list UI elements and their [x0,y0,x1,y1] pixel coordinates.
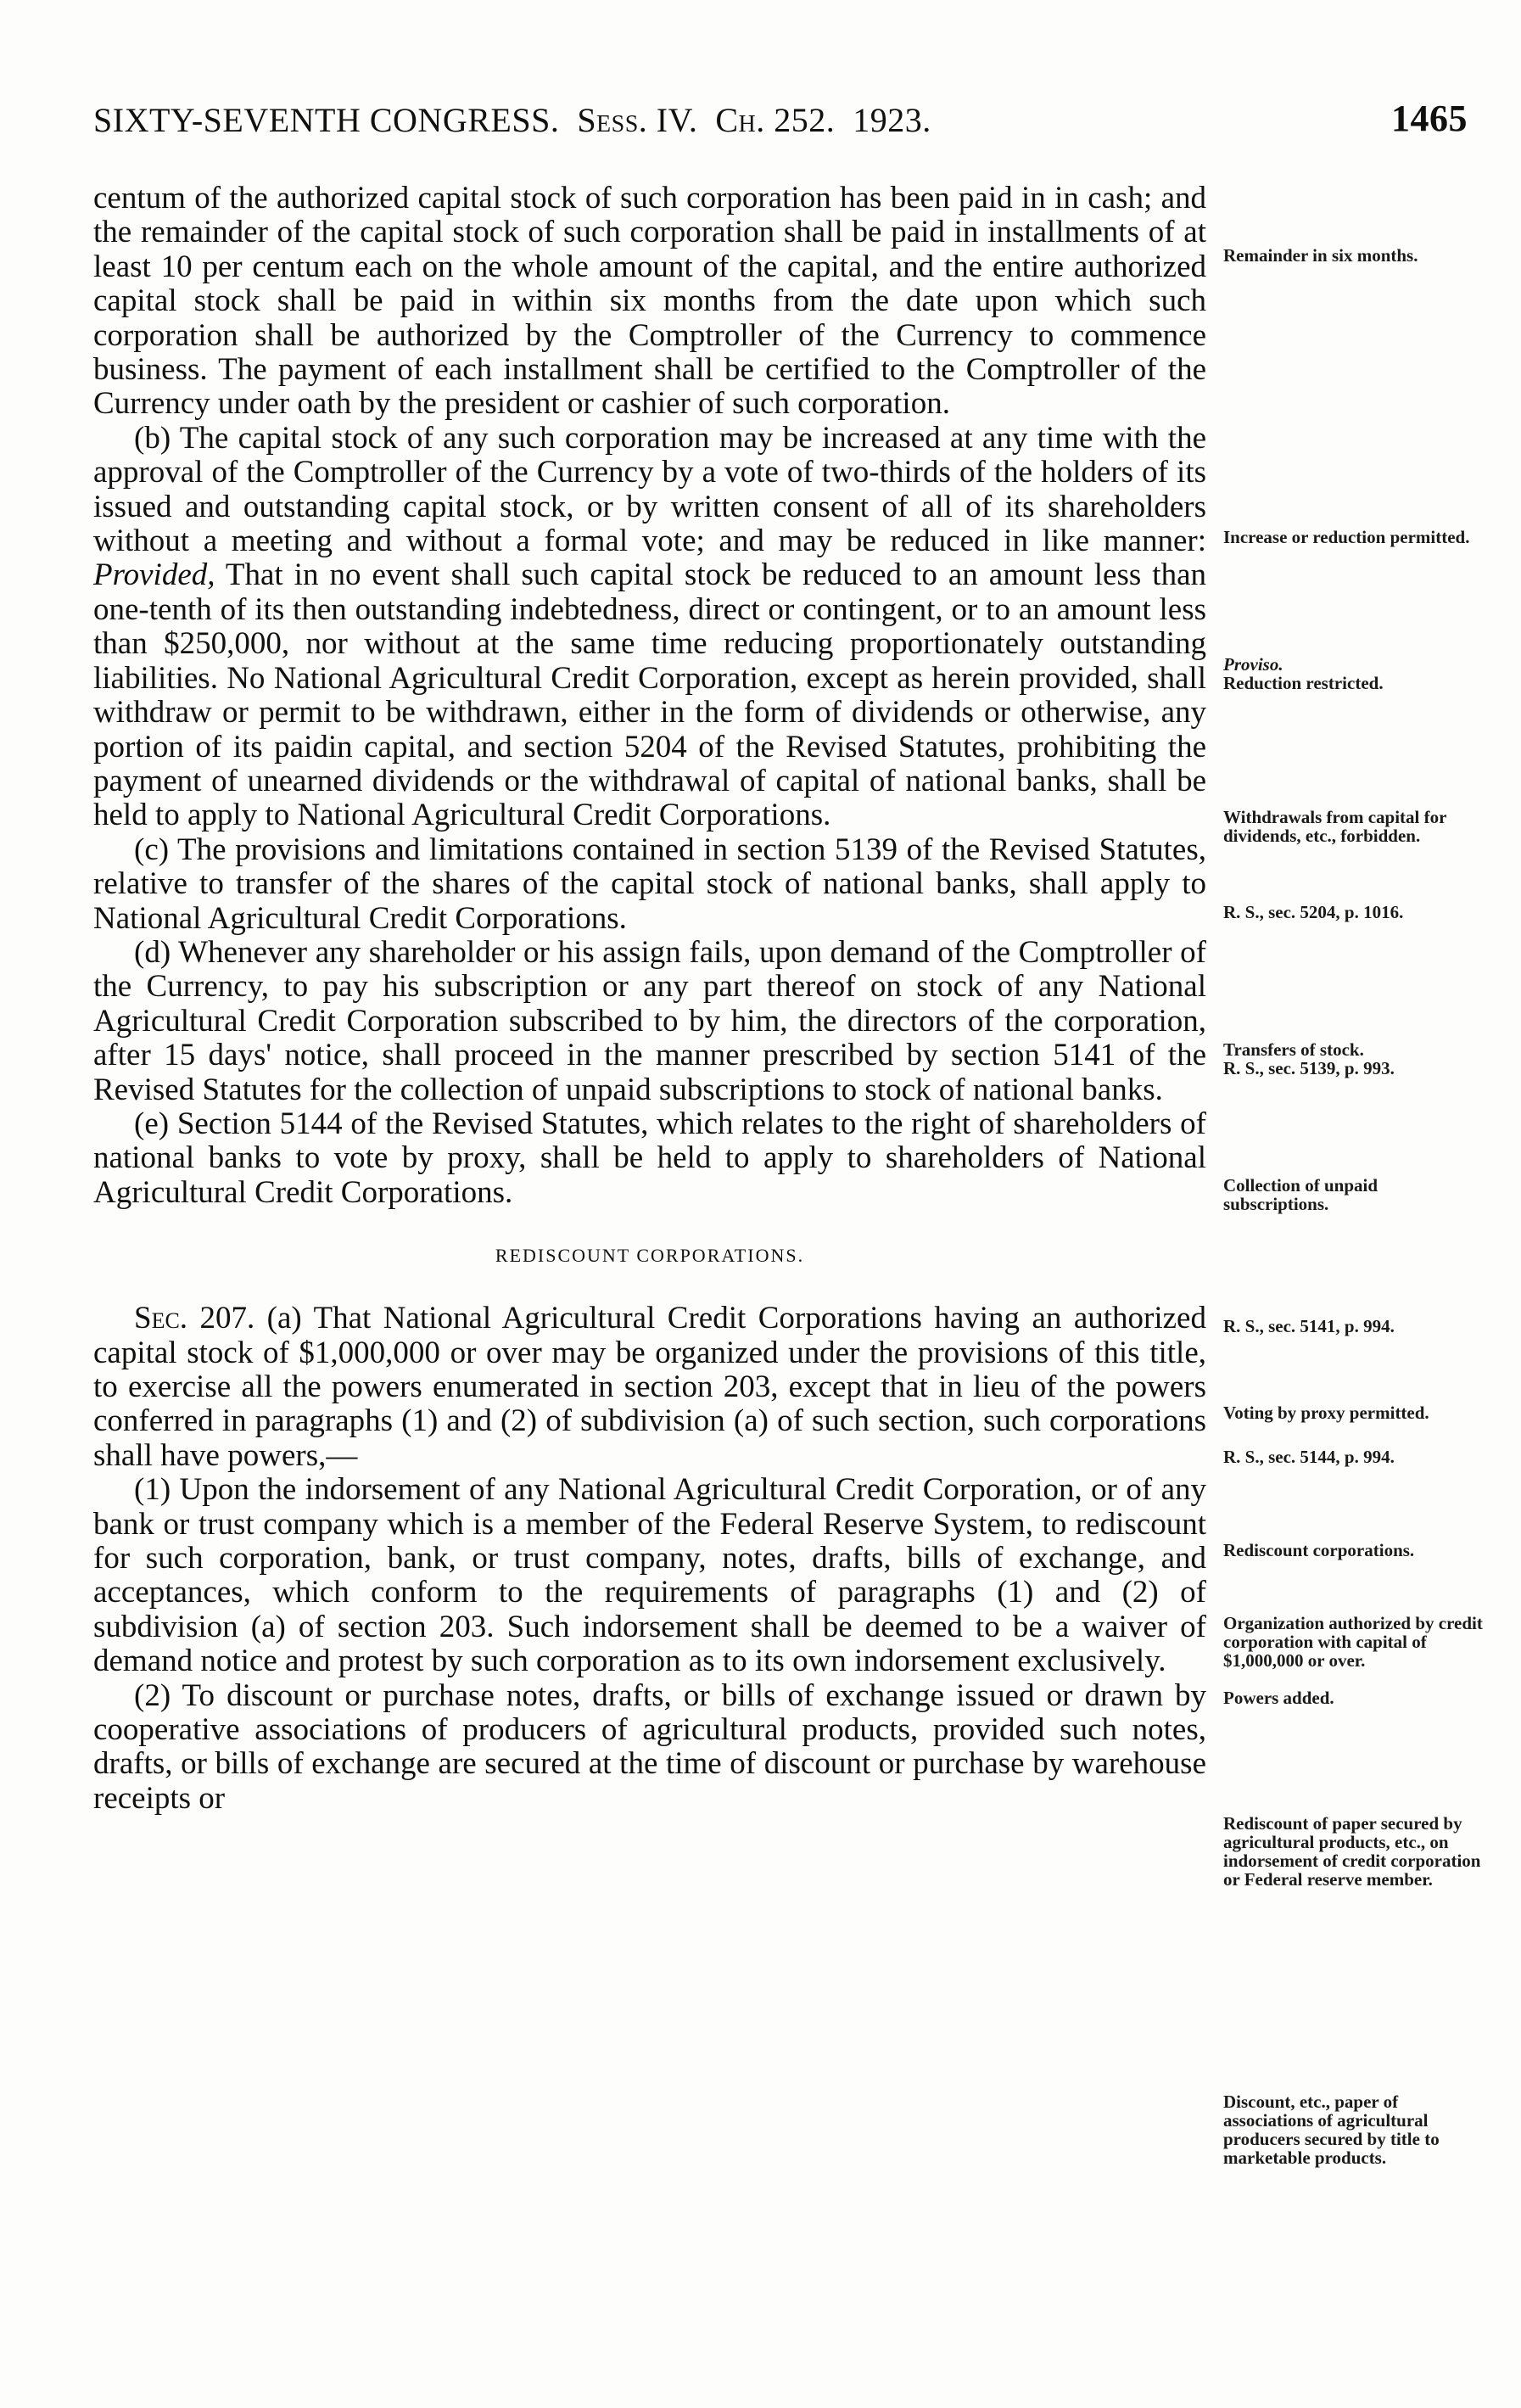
paragraph-sec-207a-text: (a) That National Agricultural Credit Corporations having an authorized capital stock of $1,000,000 or over may be organized under the provisions of this title, to exercise all the powers enumerated in section 203, except that in lieu of the powers conferred in paragraphs (1) and (2) of subdivision (a) of such section, such corporations shall have powers,— [93,1301,1206,1473]
main-text-column [93,182,1206,1816]
margin-note-rediscount-corporations: Rediscount corporations. [1223,1540,1415,1560]
section-label: Sec. 207. [134,1301,255,1336]
session-label: Sess. IV. [577,101,698,139]
paragraph-power-2: (2) To discount or purchase notes, drafts, or bills of exchange issued or drawn by cooperative associations of producers of agricultural products, provided such notes, drafts, or bills of exchange are secured at the time of discount or purchase by warehouse receipts or [93,1677,1206,1816]
paragraph-capital-paid: centum of the authorized capital stock of such corporation has been paid in in cash; and the remainder of the capital stock of such corporation shall be paid in installments of at least 10 per centum each on the whole amount of the capital, and the entire authorized capital stock shall be paid in within six months from the date upon which such corporation shall be authorized by the Comptroller of the Currency to commence business. The payment of each installment shall be certified to the Comptroller of the Currency under oath by the president or cashier of such corporation. [93,181,1206,422]
margin-note-withdrawals: Withdrawals from capital for dividends, etc., forbidden. [1223,807,1447,846]
margin-note-proviso: Proviso. [1223,654,1283,675]
margin-note-increase: Increase or reduction permitted. [1223,527,1470,547]
margin-note-transfers: Transfers of stock. [1223,1039,1364,1060]
margin-note-rs-5144: R. S., sec. 5144, p. 994. [1223,1447,1395,1467]
margin-note-rs-5139: R. S., sec. 5139, p. 993. [1223,1058,1395,1078]
margin-note-remainder: Remainder in six months. [1223,245,1418,266]
paragraph-b-capital-increase [93,422,1206,833]
page-number: 1465 [1391,98,1468,139]
paragraph-d-collection: (d) Whenever any shareholder or his assign fails, upon demand of the Comptroller of the Currency, to pay his subscription or any part thereof on stock of any National Agricultural Credit Corporation subscribed to by him, the directors of the corporation, after 15 days' notice, shall proceed in the manner prescribed by section 5141 of the Revised Statutes for the collection of unpaid subscriptions to stock of national banks. [93,934,1206,1107]
running-header [93,100,1468,151]
margin-note-reduction: Reduction restricted. [1223,673,1384,693]
paragraph-e-proxy: (e) Section 5144 of the Revised Statutes, which relates to the right of shareholders of national banks to vote by proxy, shall be held to apply to shareholders of National Agricultural Credit Corporations. [93,1106,1206,1210]
paragraph-power-1: (1) Upon the indorsement of any National Agricultural Credit Corporation, or of any bank or trust company which is a member of the Federal Reserve System, to rediscount for such corporation, bank, or trust company, notes, drafts, bills of exchange, and acceptances, which conform to the requirements of paragraphs (1) and (2) of subdivision (a) of section 203. Such indorsement shall be deemed to be a waiver of demand notice and protest by such corporation as to its own indorsement exclusively. [93,1472,1206,1679]
paragraph-c-transfers: (c) The provisions and limitations contained in section 5139 of the Revised Statutes, relative to transfer of the shares of the capital stock of national banks, shall apply to National Agricultural Credit Corporations. [93,832,1206,936]
margin-note-rediscount-paper: Rediscount of paper secured by agricultural products, etc., on indorsement of credit corporation or Federal reserve member. [1223,1813,1481,1890]
section-heading: REDISCOUNT CORPORATIONS. [495,1245,805,1267]
margin-note-organization: Organization authorized by credit corporation with capital of $1,000,000 or over. [1223,1613,1483,1671]
paragraph-b-text-start: (b) The capital stock of any such corporation may be increased at any time with the approval of the Comptroller of the Currency by a vote of two-thirds of the holders of its issued and outstanding capital stock, or by written consent of all of its shareholders without a meeting and without a formal vote; and may be reduced in like manner: [93,420,1206,559]
chapter-label: Ch. 252. [715,101,836,139]
year-label: 1923. [853,101,931,139]
margin-note-proxy: Voting by proxy permitted. [1223,1403,1429,1423]
congress-title: SIXTY-SEVENTH CONGRESS. [93,101,560,139]
margin-note-rs-5141: R. S., sec. 5141, p. 994. [1223,1316,1395,1336]
margin-note-powers-added: Powers added. [1223,1688,1334,1708]
margin-note-collection: Collection of unpaid subscriptions. [1223,1175,1378,1214]
paragraph-sec-207a [93,1302,1206,1473]
margin-note-discount-paper: Discount, etc., paper of associations of agricultural producers secured by title to marketable products. [1223,2092,1440,2168]
margin-note-rs-5204: R. S., sec. 5204, p. 1016. [1223,902,1404,922]
paragraph-b-text-end: That in no event shall such capital stock be reduced to an amount less than one-tenth of its then outstanding indebtedness, direct or contingent, or to an amount less than $250,000, nor without at the same time reducing proportionately outstanding liabilities. No National Agricultural Credit Corporation, except as herein provided, shall withdraw or permit to be withdrawn, either in the form of dividends or otherwise, any portion of its paidin capital, and section 5204 of the Revised Statutes, prohibiting the payment of unearned dividends or the withdrawal of capital of national banks, shall be held to apply to National Agricultural Credit Corporations. [93,557,1206,833]
header-left [93,100,931,140]
provided-keyword: Provided, [93,557,215,593]
